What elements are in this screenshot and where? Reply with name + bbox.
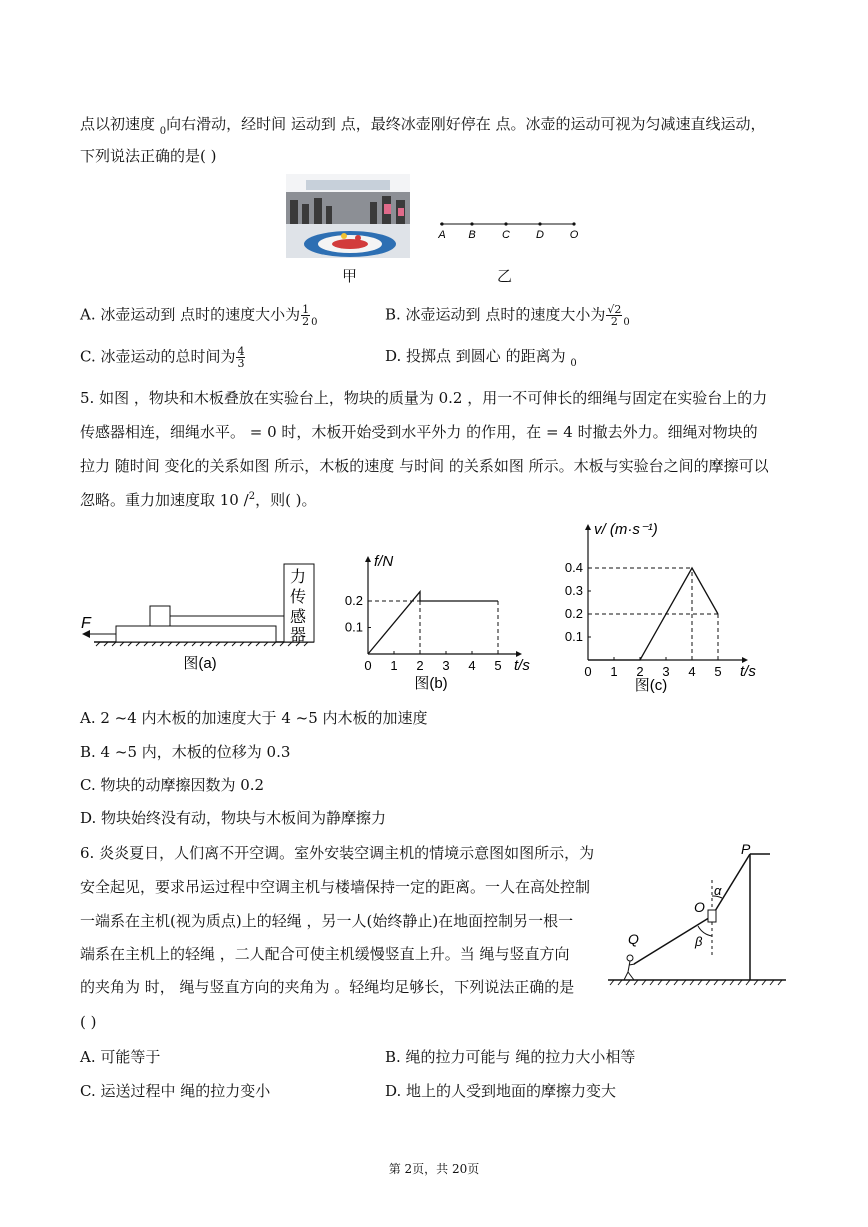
y-axis-arrow (365, 556, 371, 562)
q6-stem-line1: 6. 炎炎夏日，人们离不开空调。室外安装空调主机的情境示意图如图所示，为 (80, 844, 595, 862)
x-tick-label: 2 (416, 658, 424, 673)
q4-option-b[interactable]: B. 冰壶运动到 点时的速度大小为 $\frac{√2}{2}$ $_0$ (385, 303, 630, 328)
svg-text:Q: Q (628, 931, 639, 947)
x-axis-label: t/s (514, 657, 530, 674)
q5-option-c[interactable]: C. 物块的动摩擦因数为 0.2 (80, 776, 265, 794)
q4-option-c[interactable]: C. 冰壶运动的总时间为 $\frac{4}{3}$ (80, 345, 245, 370)
curling-photo (286, 174, 410, 258)
points-line-diagram (432, 218, 582, 244)
y-tick-label: 0.3 (564, 583, 583, 598)
q4-stem-line1: 点以初速度 $_0$向右滑动，经时间 运动到 点，最终冰壶刚好停在 点。冰壶的运动可视为匀减速直线运动， (80, 115, 766, 137)
point-C (504, 222, 507, 225)
svg-text:器: 器 (290, 627, 307, 644)
q6-option-d[interactable]: D. 地上的人受到地面的摩擦力变大 (385, 1082, 617, 1100)
svg-text:力: 力 (290, 569, 307, 586)
q6-stem-line5: 的夹角为 时， 绳与竖直方向的夹角为 。轻绳均足够长，下列说法正确的是 (80, 978, 575, 996)
x-tick-label: 4 (468, 658, 476, 673)
figure-a-apparatus (78, 560, 323, 675)
q6-option-a[interactable]: A. 可能等于 (80, 1048, 161, 1066)
q4-stem-line2: 下列说法正确的是( ) (80, 147, 217, 165)
x-tick-label: 0 (364, 658, 372, 673)
x-tick-label: 3 (442, 658, 450, 673)
svg-text:感: 感 (290, 609, 307, 626)
x-tick-label: 1 (390, 658, 398, 673)
q6-stem-line3: 一端系在主机(视为质点)上的轻绳 ，另一人(始终静止)在地面控制另一根一 (80, 912, 574, 930)
q6-stem-line2: 安全起见，要求吊运过程中空调主机与楼墙保持一定的距离。一人在高处控制 (80, 878, 591, 896)
svg-text:传: 传 (290, 589, 307, 606)
y-axis-arrow (585, 524, 591, 530)
q5-stem-line2: 传感器相连，细绳水平。 = 0 时，木板开始受到水平外力 的作用，在 = 4 时撤去外力。细绳对物块的 (80, 423, 758, 441)
x-tick-label: 5 (714, 664, 722, 679)
svg-text:O: O (694, 899, 705, 915)
x-tick-label: 0 (584, 664, 592, 679)
chart-caption: 图(b) (414, 675, 448, 692)
x-tick-label: 2 (636, 664, 644, 679)
svg-text:P: P (741, 841, 751, 857)
q5-stem-line3: 拉力 随时间 变化的关系如图 所示，木板的速度 与时间 的关系如图 所示。木板与实验台之间的摩擦可以 (80, 457, 769, 475)
point-label-D: D (536, 229, 544, 241)
point-D (538, 222, 541, 225)
x-tick-label: 3 (662, 664, 670, 679)
q5-option-a[interactable]: A. 2 ~4 内木板的加速度大于 4 ~5 内木板的加速度 (80, 709, 428, 727)
ac-hoisting-diagram (604, 840, 788, 990)
x-tick-label: 5 (494, 658, 502, 673)
figure-b-chart (336, 548, 546, 693)
x-tick-label: 1 (610, 664, 618, 679)
point-label-A: A (438, 229, 446, 241)
force-label: F (81, 615, 91, 632)
fig-a-caption: 图(a) (183, 655, 217, 672)
y-tick-label: 0.2 (564, 606, 583, 621)
figure-c-chart (556, 518, 776, 693)
y-tick-label: 0.1 (564, 629, 583, 644)
fraction: $\frac{√2}{2}$ (607, 303, 622, 328)
point-label-C: C (502, 229, 510, 241)
series-line (368, 592, 498, 654)
x-tick-label: 4 (688, 664, 696, 679)
point-A (440, 222, 443, 225)
svg-text:α: α (714, 883, 722, 898)
fraction: $\frac{1}{2}$ (302, 303, 310, 328)
q5-option-d[interactable]: D. 物块始终没有动，物块与木板间为静摩擦力 (80, 809, 387, 827)
fig-jia-caption: 甲 (342, 267, 358, 285)
q5-stem-line1: 5. 如图 ，物块和木板叠放在实验台上，物块的质量为 0.2 ，用一不可伸长的细绳与固定在实验台上的力 (80, 389, 768, 407)
point-label-B: B (468, 229, 476, 241)
y-axis-label: f/N (374, 553, 394, 570)
y-tick-label: 0.1 (344, 619, 363, 635)
q6-option-c[interactable]: C. 运送过程中 绳的拉力变小 (80, 1082, 271, 1100)
y-axis-label: v/ (m·s⁻¹) (594, 521, 658, 538)
y-tick-label: 0.2 (344, 593, 363, 608)
fraction: $\frac{4}{3}$ (237, 345, 245, 370)
q6-stem-line4: 端系在主机上的轻绳 ，二人配合可使主机缓慢竖直上升。当 绳与竖直方向 (80, 945, 570, 963)
x-axis-label: t/s (740, 663, 756, 680)
q4-option-d[interactable]: D. 投掷点 到圆心 的距离为 $_0$ (385, 347, 577, 369)
chart-caption: 图(c) (634, 677, 668, 693)
point-label-O: O (569, 229, 579, 241)
y-tick-label: 0.4 (564, 560, 583, 575)
q5-option-b[interactable]: B. 4 ~5 内，木板的位移为 0.3 (80, 743, 291, 761)
point-B (470, 222, 473, 225)
fig-yi-caption: 乙 (497, 267, 513, 285)
q6-option-b[interactable]: B. 绳的拉力可能与 绳的拉力大小相等 (385, 1048, 636, 1066)
q4-option-a[interactable]: A. 冰壶运动到 点时的速度大小为 $\frac{1}{2}$ $_0$ (80, 303, 318, 328)
point-O (572, 222, 575, 225)
q5-stem-line4: 忽略。重力加速度取 10 /$^2$，则( )。 (80, 491, 317, 509)
q6-stem-line6: ( ) (80, 1013, 97, 1031)
page-footer: 第 2页，共 20页 (388, 1162, 480, 1176)
svg-text:β: β (695, 934, 703, 949)
